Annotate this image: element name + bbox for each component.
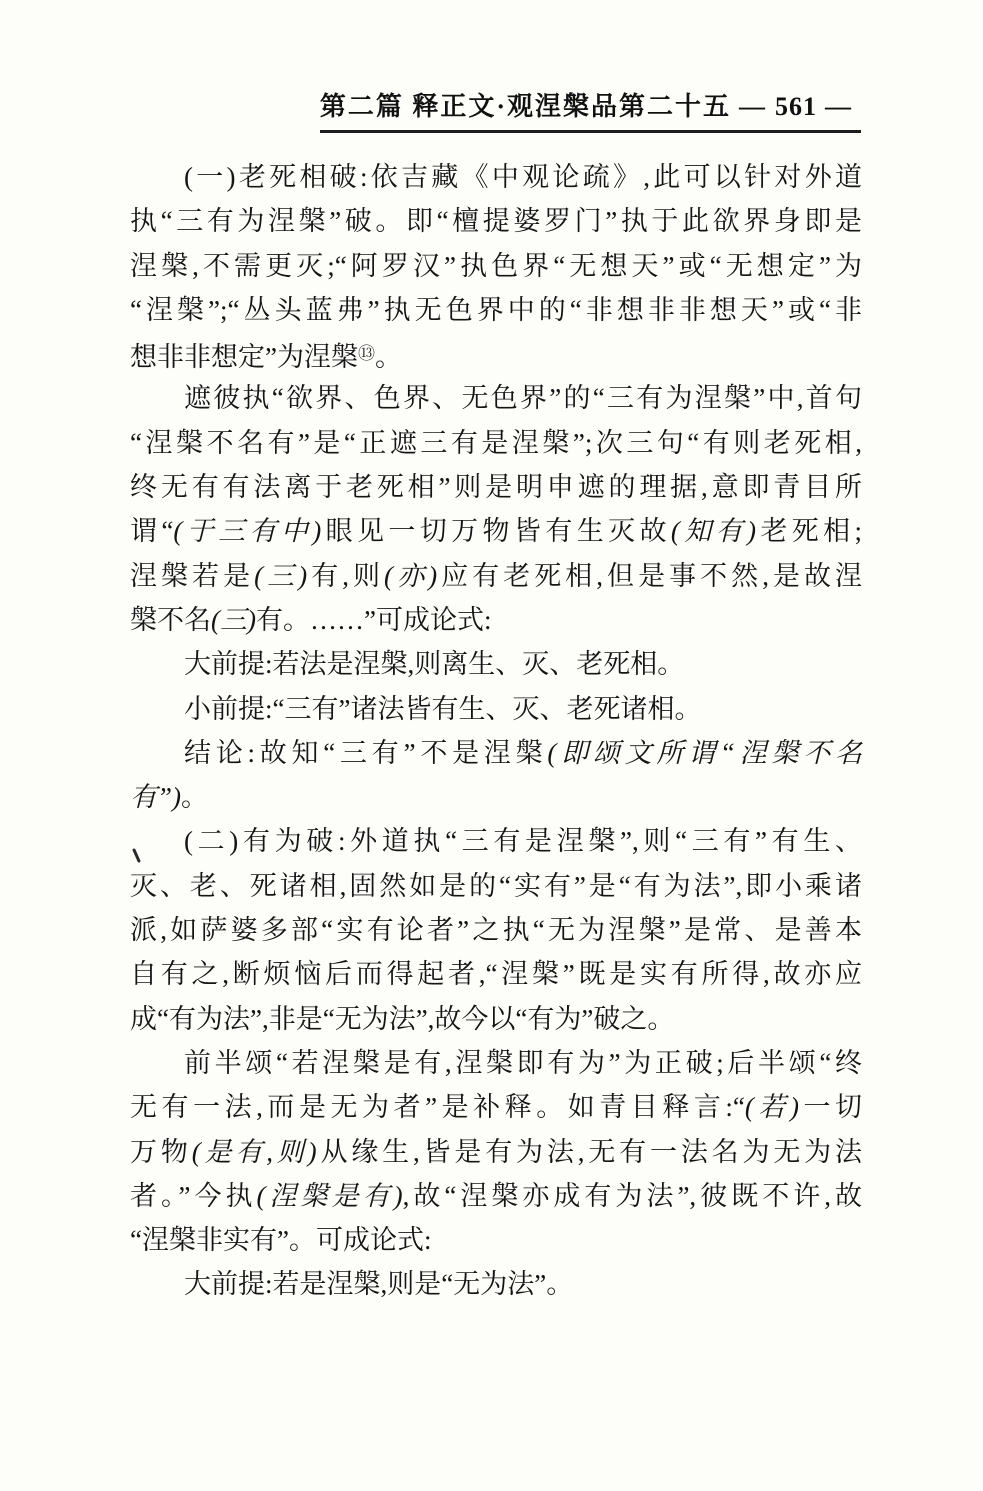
- text-run: 前半颂“若涅槃是有,涅槃即有为”为正破;后半颂“终: [184, 1047, 862, 1078]
- text-line: [130, 731, 862, 775]
- text-run: 谓“: [130, 516, 174, 547]
- text-line: [130, 155, 862, 199]
- text-run: 一切: [798, 1092, 863, 1123]
- kai-annotation-run: (亦): [384, 560, 438, 591]
- text-line: [130, 421, 862, 465]
- header-dash-right: —: [825, 92, 853, 121]
- text-line: [130, 1262, 862, 1306]
- text-run: ,故“涅槃亦成有为法”,彼既不许,故: [402, 1180, 863, 1211]
- text-run: 涅槃若是: [130, 560, 255, 591]
- text-run: 。: [374, 342, 402, 373]
- kai-annotation-run: (三): [211, 604, 256, 635]
- text-line: [130, 864, 862, 908]
- kai-annotation-run: (涅槃是有): [256, 1180, 403, 1211]
- footnote-ref-13: ⑬: [357, 344, 375, 364]
- text-run: 大前提:若法是涅槃,则离生、灭、老死相。: [184, 649, 685, 680]
- kai-annotation-run: (知有): [670, 516, 756, 547]
- text-line: [130, 952, 862, 996]
- text-line: [130, 199, 862, 243]
- kai-annotation-run: 有”): [130, 782, 182, 813]
- text-line: [130, 642, 862, 686]
- text-run: 眼见一切万物皆有生灭故: [321, 516, 671, 547]
- text-run: 成“有为法”,非是“无为法”,故今以“有为”破之。: [130, 1003, 675, 1034]
- text-run: 从缘生,皆是有为法,无有一法名为无为法: [316, 1136, 863, 1167]
- text-line: [130, 1130, 862, 1174]
- text-run: 终无有有法离于老死相”则是明申遮的理据,意即青目所: [130, 472, 862, 503]
- text-line: [130, 554, 862, 598]
- text-line: [130, 997, 862, 1041]
- text-run: 有,则: [307, 560, 385, 591]
- text-line: [130, 1174, 862, 1218]
- text-run: 无有一法,而是无为者”是补释。如青目释言:“: [130, 1092, 745, 1123]
- text-run: 有。……”可成论式:: [255, 604, 492, 635]
- kai-annotation-run: (于三有中): [173, 516, 322, 547]
- text-run: 槃不名: [130, 604, 211, 635]
- text-line: [130, 332, 862, 376]
- text-run: (一)老死相破:依吉藏《中观论疏》,此可以针对外道: [184, 162, 862, 192]
- text-run: 自有之,断烦恼后而得起者,“涅槃”既是实有所得,故亦应: [130, 959, 862, 990]
- text-run: “涅槃不名有”是“正遮三有是涅槃”;次三句“有则老死相,: [130, 427, 862, 458]
- running-header-rule: [320, 86, 861, 133]
- page-body: [130, 155, 862, 1307]
- text-line: [130, 1085, 862, 1129]
- text-run: 想非非想定”为涅槃: [130, 342, 358, 373]
- text-run: 者。”今执: [130, 1180, 257, 1211]
- text-line: [130, 244, 862, 288]
- text-run: (二)有为破:外道执“三有是涅槃”,则“三有”有生、: [184, 826, 862, 857]
- text-run: 。: [181, 782, 209, 813]
- text-run: 万物: [130, 1136, 192, 1167]
- text-run: 应有老死相,但是事不然,是故涅: [437, 560, 863, 591]
- text-line: [130, 509, 862, 553]
- text-line: [130, 465, 862, 509]
- text-run: 执“三有为涅槃”破。即“檀提婆罗门”执于此欲界身即是: [130, 206, 862, 237]
- text-line: [130, 288, 862, 332]
- text-line: [130, 775, 862, 819]
- text-run: 遮彼执“欲界、色界、无色界”的“三有为涅槃”中,首句: [184, 383, 862, 414]
- header-page-number: 561: [775, 92, 817, 121]
- text-run: “涅槃非实有”。可成论式:: [130, 1225, 432, 1256]
- text-line: [130, 1218, 862, 1262]
- text-line: [130, 908, 862, 952]
- text-run: 涅槃,不需更灭;“阿罗汉”执色界“无想天”或“无想定”为: [130, 250, 862, 281]
- text-line: [130, 687, 862, 731]
- kai-annotation-run: (即颂文所谓“涅槃不名: [547, 737, 862, 768]
- text-line: [130, 598, 862, 642]
- text-run: 大前提:若是涅槃,则是“无为法”。: [184, 1269, 574, 1300]
- text-run: 小前提:“三有”诸法皆有生、灭、老死诸相。: [184, 693, 702, 724]
- text-line: [130, 376, 862, 420]
- text-run: “涅槃”;“丛头蓝弗”执无色界中的“非想非非想天”或“非: [130, 294, 862, 325]
- text-line: [130, 819, 862, 863]
- header-chapter-title: 第二篇 释正文·观涅槃品第二十五: [319, 92, 731, 121]
- text-run: 灭、老、死诸相,固然如是的“实有”是“有为法”,即小乘诸: [130, 870, 862, 901]
- text-line: [130, 1041, 862, 1085]
- kai-annotation-run: (若): [744, 1092, 799, 1123]
- running-header: [0, 86, 861, 133]
- text-run: 老死相;: [755, 516, 863, 547]
- text-run: 结论:故知“三有”不是涅槃: [184, 737, 548, 768]
- kai-annotation-run: (是有,则): [191, 1136, 317, 1167]
- kai-annotation-run: (三): [254, 560, 308, 591]
- header-dash-left: —: [739, 92, 767, 121]
- text-run: 派,如萨婆多部“实有论者”之执“无为涅槃”是常、是善本: [130, 915, 862, 946]
